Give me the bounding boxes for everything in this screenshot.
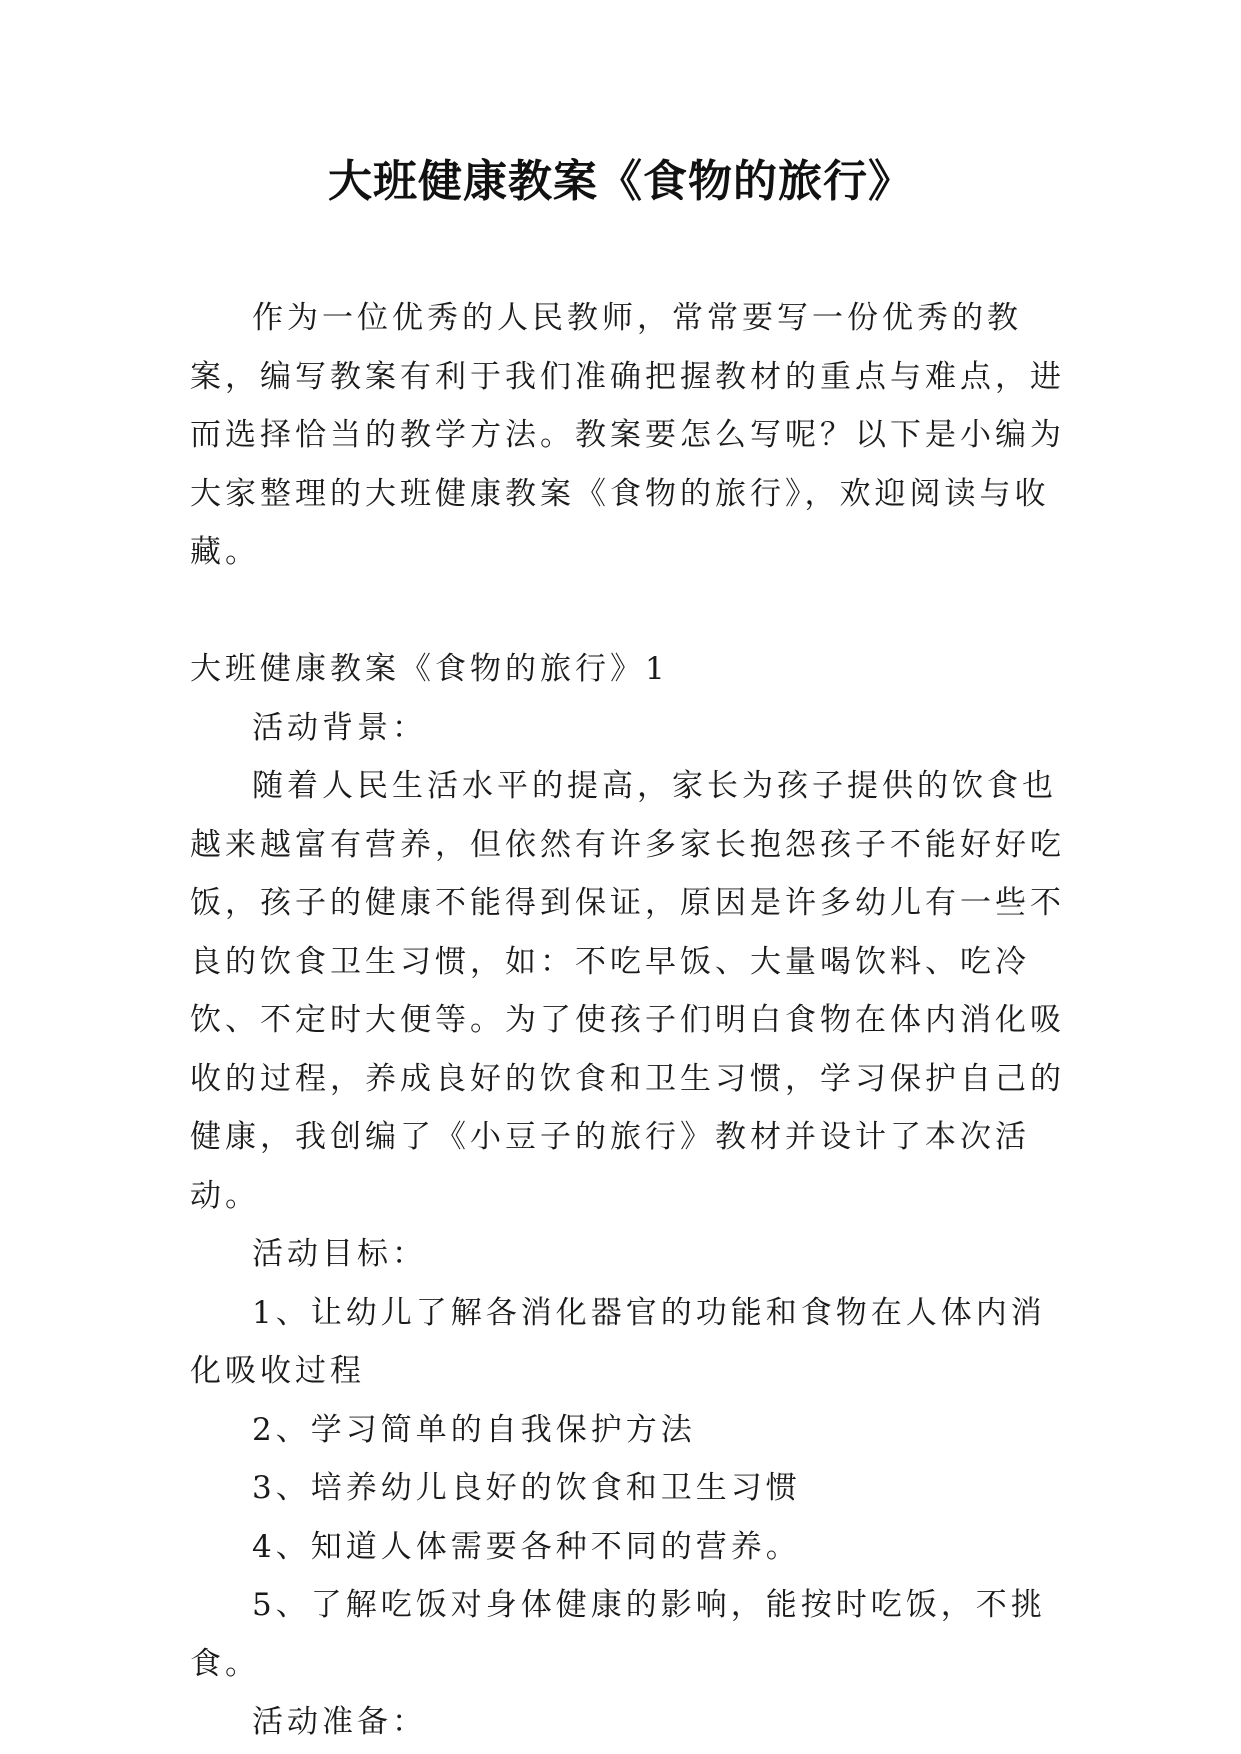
goal-item: 1、让幼儿了解各消化器官的功能和食物在人体内消化吸收过程	[190, 1294, 1046, 1389]
preparation-heading: 活动准备：	[252, 1704, 427, 1740]
document-title: 大班健康教案《食物的旅行》	[328, 156, 913, 207]
goal-item: 4、知道人体需要各种不同的营养。	[252, 1528, 801, 1565]
goal-item: 3、培养幼儿良好的饮食和卫生习惯	[252, 1470, 801, 1506]
section-title: 大班健康教案《食物的旅行》1	[190, 651, 669, 687]
goals-heading: 活动目标：	[252, 1236, 427, 1272]
background-heading: 活动背景：	[252, 709, 427, 746]
background-paragraph: 随着人民生活水平的提高，家长为孩子提供的饮食也越来越富有营养，但依然有许多家长抱怨孩子不能好好吃饭，孩子的健康不能得到保证，原因是许多幼儿有一些不良的饮食卫生习惯，如：不吃早饭、大量喝饮料、吃冷饮、不定时大便等。为了使孩子们明白食物在体内消化吸收的过程，养成良好的饮食和卫生习惯，学习保护自己的健康，我创编了《小豆子的旅行》教材并设计了本次活动。	[190, 768, 1065, 1214]
document-body	[190, 289, 1070, 1752]
intro-paragraph: 作为一位优秀的人民教师，常常要写一份优秀的教案，编写教案有利于我们准确把握教材的重点与难点，进而选择恰当的教学方法。教案要怎么写呢？以下是小编为大家整理的大班健康教案《食物的旅行》，欢迎阅读与收藏。	[190, 300, 1065, 570]
goal-item: 5、了解吃饭对身体健康的影响，能按时吃饭，不挑食。	[190, 1587, 1046, 1682]
goal-item: 2、学习简单的自我保护方法	[252, 1411, 696, 1448]
paragraph-spacer	[190, 582, 1070, 641]
